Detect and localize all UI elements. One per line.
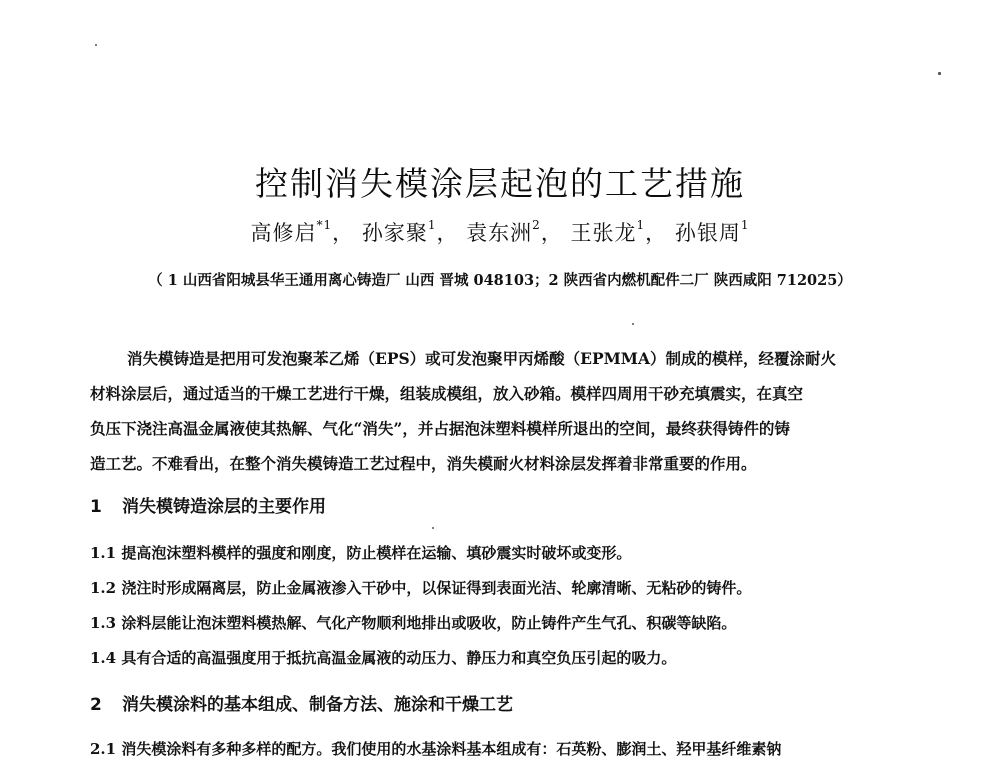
section-heading xyxy=(90,492,326,517)
author-name: 高修启 xyxy=(250,221,317,245)
author-separator: ， xyxy=(540,221,563,245)
paper-title: 控制消失模涂层起泡的工艺措施 xyxy=(255,164,745,203)
scan-speck xyxy=(95,44,97,46)
paragraph-line: 材料涂层后，通过适当的干燥工艺进行干燥，组装成模组，放入砂箱。模样四周用干砂充填震实，在真空 xyxy=(90,384,804,403)
section-number: 2 xyxy=(90,695,102,715)
scan-speck xyxy=(938,72,941,75)
section-heading xyxy=(90,690,513,715)
list-item: 1.1 提高泡沫塑料模样的强度和刚度，防止模样在运输、填砂震实时破坏或变形。 xyxy=(90,544,632,562)
list-item: 1.3 涂料层能让泡沫塑料模热解、气化产物顺利地排出或吸收，防止铸件产生气孔、积碳等缺陷。 xyxy=(90,614,737,632)
section-number: 1 xyxy=(90,497,102,517)
author-affiliation-mark: 1 xyxy=(636,218,646,232)
paragraph-line: 消失模铸造是把用可发泡聚苯乙烯（EPS）或可发泡聚甲丙烯酸（EPMMA）制成的模样，经覆涂耐火 xyxy=(127,349,836,368)
author-separator: ， xyxy=(436,221,459,245)
paragraph-line: 造工艺。不难看出，在整个消失模铸造工艺过程中，消失模耐火材料涂层发挥着非常重要的作用。 xyxy=(90,454,757,473)
author-affiliation-mark: 2 xyxy=(532,218,541,232)
scan-speck xyxy=(432,527,434,529)
paragraph-line: 负压下浇注高温金属液使其热解、气化“消失”，并占据泡沫塑料模样所退出的空间，最终获得铸件的铸 xyxy=(90,419,790,438)
list-item: 1.2 浇注时形成隔离层，防止金属液渗入干砂中，以保证得到表面光洁、轮廓清晰、无粘砂的铸件。 xyxy=(90,579,752,597)
author-name: 孙银周 xyxy=(674,221,741,245)
affiliation: （ 1 山西省阳城县华王通用离心铸造厂 山西 晋城 048103；2 陕西省内燃机配件二厂 陕西咸阳 712025） xyxy=(148,272,852,289)
list-item: 1.4 具有合适的高温强度用于抵抗高温金属液的动压力、静压力和真空负压引起的吸力。 xyxy=(90,649,677,667)
list-item: 2.1 消失模涂料有多种多样的配方。我们使用的水基涂料基本组成有：石英粉、膨润土、羟甲基纤维素钠 xyxy=(90,740,782,758)
author-affiliation-mark: *1 xyxy=(316,218,333,232)
author-separator: ， xyxy=(332,221,355,245)
author-name: 袁东洲 xyxy=(466,221,533,245)
intro-paragraph xyxy=(90,341,913,481)
author-list xyxy=(0,217,1000,247)
scan-speck xyxy=(632,323,634,325)
section-title: 消失模涂料的基本组成、制备方法、施涂和干燥工艺 xyxy=(122,695,513,715)
author-affiliation-mark: 1 xyxy=(427,218,437,232)
section-title: 消失模铸造涂层的主要作用 xyxy=(122,497,326,517)
author-affiliation-mark: 1 xyxy=(740,218,750,232)
author-separator: ， xyxy=(645,221,668,245)
author-name: 王张龙 xyxy=(570,221,637,245)
author-name: 孙家聚 xyxy=(361,221,428,245)
